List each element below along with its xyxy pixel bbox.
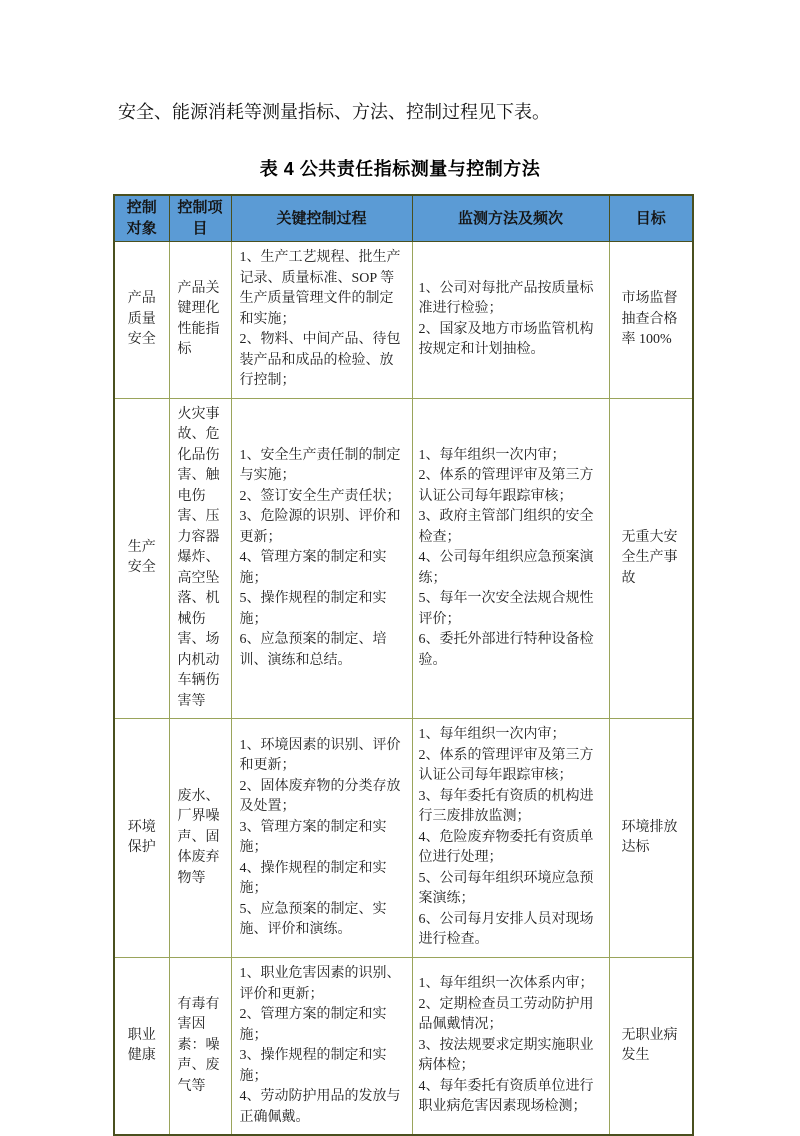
- cell-control-item: 产品关键理化性能指标: [169, 242, 231, 399]
- monitor-item: 1、每年组织一次内审；: [418, 447, 566, 463]
- cell-monitor-method: [412, 958, 609, 1136]
- monitor-item: 2、国家及地方市场监管机构按规定和计划抽检。: [418, 321, 594, 358]
- col-header-control-object: 控制对象: [114, 195, 169, 242]
- table-header-row: [114, 195, 693, 242]
- process-item: 1、环境因素的识别、评价和更新；: [239, 737, 401, 774]
- monitor-item: 2、体系的管理评审及第三方认证公司每年跟踪审核；: [418, 468, 594, 504]
- table-title: 表 4 公共责任指标测量与控制方法: [259, 159, 541, 180]
- col-header-control-item: 控制项目: [169, 195, 231, 242]
- monitor-item: 1、每年组织一次内审；: [418, 727, 566, 743]
- process-item: 5、操作规程的制定和实施；: [239, 591, 387, 627]
- process-item: 4、劳动防护用品的发放与正确佩戴。: [239, 1089, 401, 1125]
- cell-monitor-method: [412, 719, 609, 958]
- monitor-item: 4、危险废弃物委托有资质单位进行处理；: [418, 829, 594, 866]
- col-header-target: 目标: [609, 195, 693, 242]
- cell-control-object: 环境保护: [114, 719, 169, 958]
- cell-control-object: 生产安全: [114, 398, 169, 719]
- cell-target: 环境排放达标: [609, 719, 693, 958]
- process-item: 4、操作规程的制定和实施；: [239, 860, 387, 897]
- table-row-occupational-health: [114, 958, 693, 1136]
- cell-control-object: 产品质量安全: [114, 242, 169, 399]
- process-item: 2、物料、中间产品、待包装产品和成品的检验、放行控制；: [239, 332, 401, 389]
- cell-control-object: 职业健康: [114, 958, 169, 1136]
- cell-key-process: [231, 719, 412, 958]
- monitor-item: 6、公司每月安排人员对现场进行检查。: [418, 911, 594, 948]
- cell-key-process: [231, 242, 412, 399]
- process-item: 6、应急预案的制定、培训、演练和总结。: [239, 632, 387, 668]
- process-item: 1、职业危害因素的识别、评价和更新；: [239, 966, 401, 1002]
- cell-control-item: 有毒有害因素：噪声、废气等: [169, 958, 231, 1136]
- table-row-product-quality: [114, 242, 693, 399]
- process-item: 1、安全生产责任制的制定与实施；: [239, 447, 401, 484]
- process-item: 3、危险源的识别、评价和更新；: [239, 509, 401, 545]
- table-row-environment-protection: [114, 719, 693, 958]
- process-item: 5、应急预案的制定、实施、评价和演练。: [239, 901, 387, 938]
- cell-control-item: 废水、厂界噪声、固体废弃物等: [169, 719, 231, 958]
- monitor-item: 5、每年一次安全法规合规性评价；: [418, 591, 594, 627]
- process-item: 2、管理方案的制定和实施；: [239, 1007, 387, 1043]
- cell-control-item: 火灾事故、危化品伤害、触电伤害、压力容器爆炸、高空坠落、机械伤害、场内机动车辆伤害等: [169, 398, 231, 719]
- cell-monitor-method: [412, 398, 609, 719]
- table-row-production-safety: [114, 398, 693, 719]
- cell-monitor-method: [412, 242, 609, 399]
- monitor-item: 6、委托外部进行特种设备检验。: [418, 632, 594, 668]
- cell-key-process: [231, 958, 412, 1136]
- monitor-item: 3、政府主管部门组织的安全检查；: [418, 509, 594, 545]
- monitor-item: 2、体系的管理评审及第三方认证公司每年跟踪审核；: [418, 747, 594, 784]
- monitor-item: 4、公司每年组织应急预案演练；: [418, 550, 594, 586]
- intro-text: 安全、能源消耗等测量指标、方法、控制过程见下表。: [118, 102, 550, 122]
- process-item: 2、签订安全生产责任状；: [239, 488, 401, 504]
- cell-key-process: [231, 398, 412, 719]
- cell-target: 市场监督抽查合格率 100%: [609, 242, 693, 399]
- monitor-item: 4、每年委托有资质单位进行职业病危害因素现场检测；: [418, 1078, 594, 1115]
- monitor-item: 3、每年委托有资质的机构进行三废排放监测；: [418, 788, 594, 825]
- cell-target: 无职业病发生: [609, 958, 693, 1136]
- process-item: 4、管理方案的制定和实施；: [239, 550, 387, 586]
- col-header-monitor-method: 监测方法及频次: [412, 195, 609, 242]
- monitor-item: 1、每年组织一次体系内审；: [418, 976, 594, 992]
- process-item: 3、管理方案的制定和实施；: [239, 819, 387, 856]
- cell-target: 无重大安全生产事故: [609, 398, 693, 719]
- process-item: 1、生产工艺规程、批生产记录、质量标准、SOP 等生产质量管理文件的制定和实施；: [239, 250, 401, 327]
- process-item: 2、固体废弃物的分类存放及处置；: [239, 778, 401, 815]
- monitor-item: 5、公司每年组织环境应急预案演练；: [418, 870, 594, 907]
- col-header-key-process: 关键控制过程: [231, 195, 412, 242]
- monitor-item: 1、公司对每批产品按质量标准进行检验；: [418, 280, 594, 317]
- responsibility-control-table: [113, 194, 694, 1136]
- monitor-item: 3、按法规要求定期实施职业病体检；: [418, 1037, 594, 1074]
- process-item: 3、操作规程的制定和实施；: [239, 1048, 387, 1084]
- monitor-item: 2、定期检查员工劳动防护用品佩戴情况；: [418, 996, 594, 1033]
